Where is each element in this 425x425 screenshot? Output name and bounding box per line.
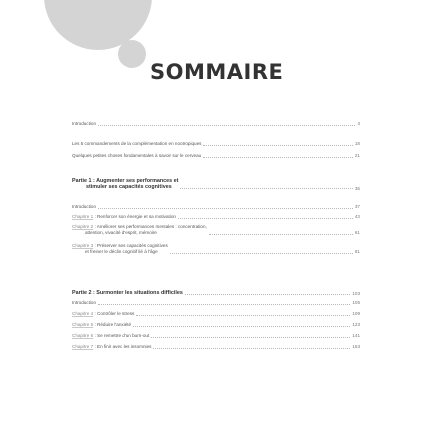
toc-entry[interactable] [72,300,360,306]
toc-part-heading[interactable] [72,178,360,191]
dot-leader [133,326,350,327]
toc-entry[interactable] [72,214,360,220]
toc-entry-label: Quelques petites choses fondamentales à savoir sur le cerveau [72,153,202,158]
toc-entry[interactable] [72,243,360,255]
chapter-title: : Renforcer son énergie et sa motivation [93,214,176,219]
dot-leader [98,125,355,126]
dot-leader [209,234,353,235]
toc-entry-label [72,224,207,236]
dot-leader [98,208,353,209]
chapter-title: : Améliorer ses performances mentales : concentration, [93,224,207,229]
toc-entry-page: 123 [352,322,360,327]
toc-part-heading[interactable] [72,290,360,296]
toc-entry[interactable] [72,153,360,159]
toc-entry[interactable] [72,141,360,147]
toc-entry-page: 81 [354,249,360,254]
chapter-title-line2: et freiner le déclin cognitif lié à l'âge [85,249,158,254]
dot-leader [180,188,352,189]
toc-entry-page: 35 [354,185,360,191]
chapter-prefix: Chapitre 4 [72,311,94,316]
toc-entry[interactable] [72,333,360,339]
decor-circle-small [118,40,146,68]
toc-entry-page: 105 [352,300,360,305]
toc-entry[interactable] [72,311,360,317]
chapter-title: : Préserver ses capacités cognitives [93,243,168,248]
page-title: SOMMAIRE [150,60,284,84]
toc-entry-label [72,322,131,328]
dot-leader [98,304,350,305]
chapter-title: : En finir avec les insomnies [93,344,152,349]
chapter-prefix: Chapitre 7 [72,344,94,349]
toc-entry-page: 37 [354,204,360,209]
toc-entry-label: Introduction [72,121,97,126]
toc-entry-page: 3 [357,121,360,126]
toc-entry-label: Introduction [72,204,97,209]
chapter-prefix: Chapitre 5 [72,322,94,327]
part-title: Partie 2 : Surmonter les situations difficiles [72,290,183,296]
chapter-prefix: Chapitre 1 [72,214,94,219]
toc-entry-label: Les 5 commandements de la complémentation en nootropiques [72,141,202,146]
toc-entry[interactable] [72,121,360,127]
toc-entry-page: 109 [352,311,360,316]
part-title [72,178,178,191]
toc-entry-page: 18 [354,141,360,146]
toc-entry-page: 43 [354,214,360,219]
chapter-prefix: Chapitre 2 [72,224,94,229]
toc-entry-label [72,344,151,350]
toc-entry-label [72,214,176,220]
chapter-title: : Se remettre d'un burn-out [93,333,150,338]
dot-leader [170,253,353,254]
dot-leader [151,337,350,338]
dot-leader [153,348,350,349]
toc-entry[interactable] [72,344,360,350]
chapter-prefix: Chapitre 6 [72,333,94,338]
toc-entry-page: 141 [352,333,360,338]
toc-entry-label: Introduction [72,300,97,305]
part-title-line2: stimuler ses capacités cognitives [86,184,172,191]
toc-entry-page: 21 [354,153,360,158]
toc-entry-page: 163 [352,344,360,349]
toc-entry-page: 61 [354,230,360,235]
toc-entry[interactable] [72,224,360,236]
dot-leader [203,145,352,146]
chapter-prefix: Chapitre 3 [72,243,94,248]
chapter-title: : Réduire l'anxiété [93,322,132,327]
toc-entry[interactable] [72,204,360,210]
dot-leader [136,315,350,316]
chapter-title: : Contrôler le stress [93,311,135,316]
dot-leader [178,218,353,219]
dot-leader [203,157,353,158]
toc-entry-page: 103 [352,291,360,297]
toc-entry-label [72,243,168,255]
toc-entry[interactable] [72,322,360,328]
toc-entry-label [72,311,134,317]
chapter-title-line2: attention, vivacité d'esprit, mémoire [85,230,157,235]
part-title-line1: Partie 1 : Augmenter ses performances et [72,178,179,184]
dot-leader [185,294,350,295]
toc-entry-label [72,333,149,339]
